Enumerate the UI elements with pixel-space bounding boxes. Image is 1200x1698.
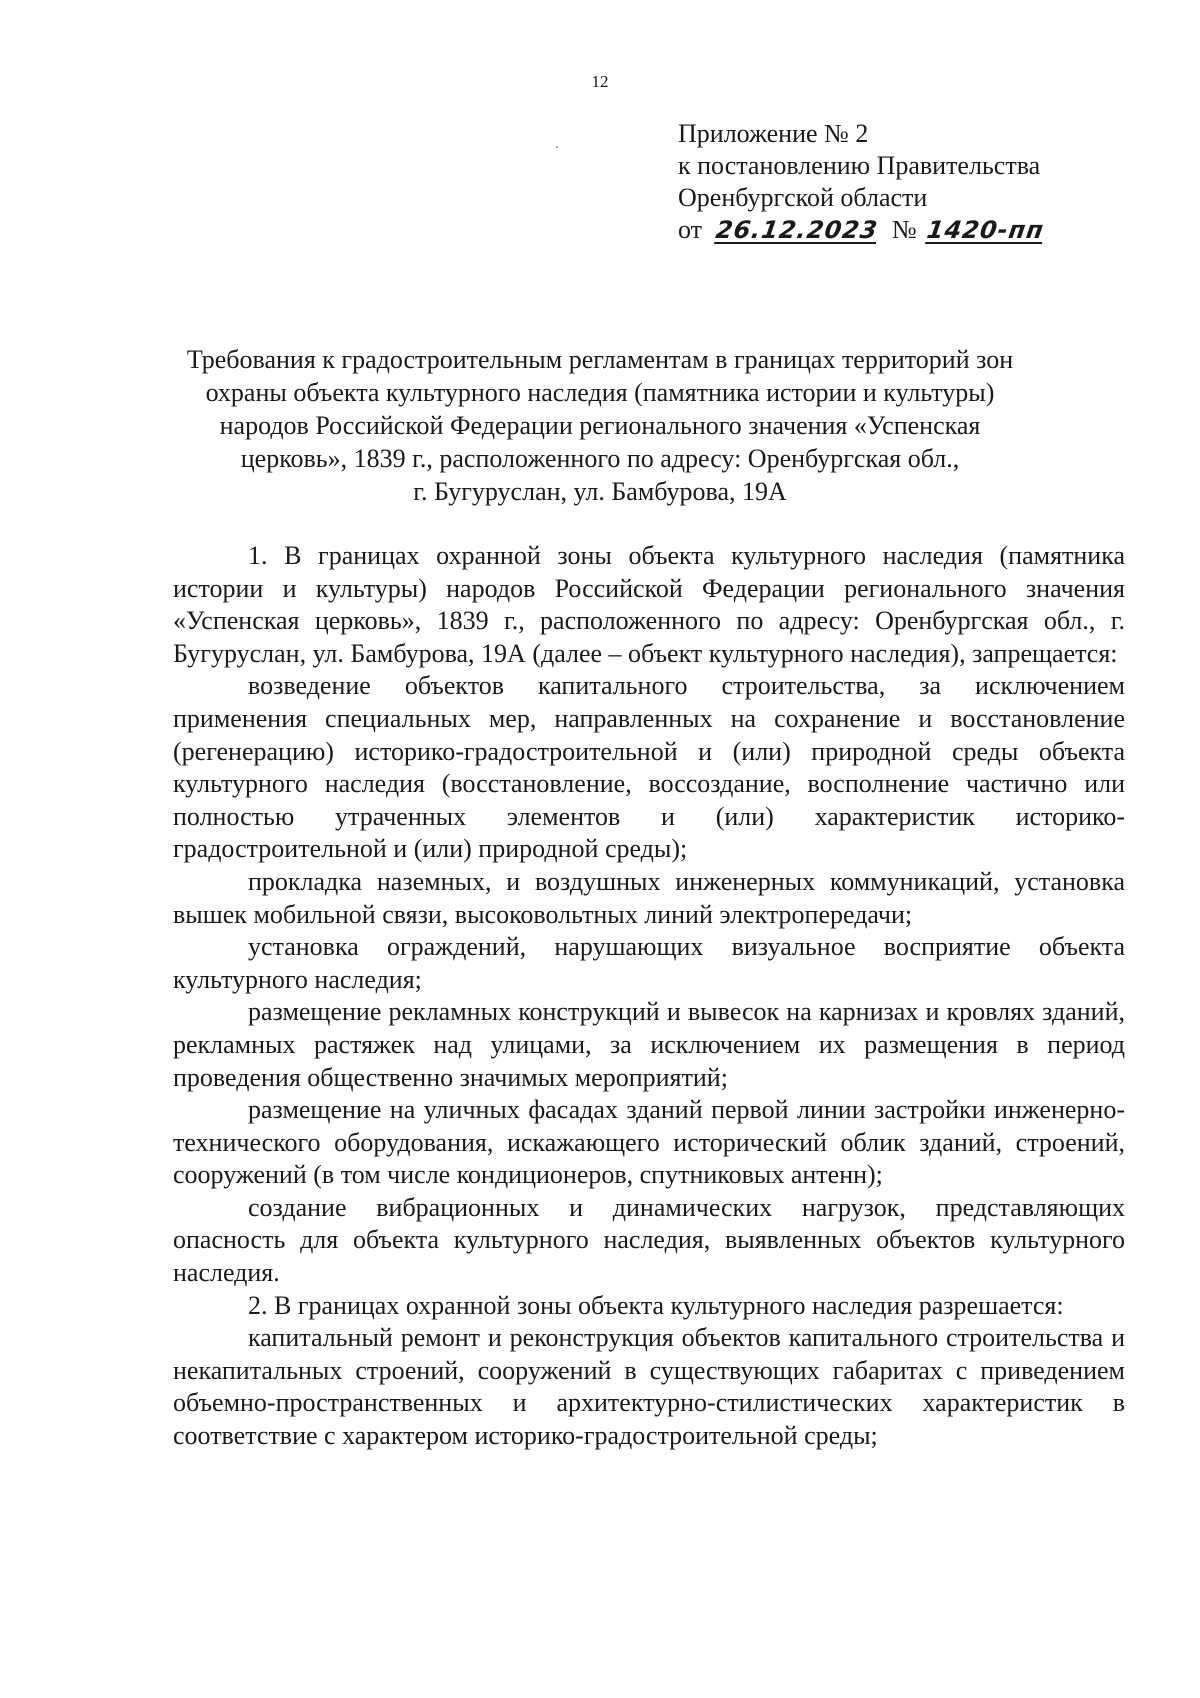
list-item: размещение рекламных конструкций и вывесок на карнизах и кровлях зданий, рекламных растяжек над улицами, за исключением их размещения в период проведения общественно значимых мероприятий; [173,997,1125,1092]
handwritten-date: 26.12.2023 [714,216,880,244]
scan-speck [556,146,558,148]
number-sign: № [891,215,917,244]
list-item: возведение объектов капитального строительства, за исключением применения специальных мер, направленных на сохранение и восстановление (регенерацию) историко-градостроительной и (или) природной среды объекта культурного наследия (восстановление, воссоздание, восполнение частично или полностью утраченных элементов и (или) характеристик историко-градостроительной и (или) природной среды); [173,671,1125,864]
list-item: установка ограждений, нарушающих визуальное восприятие объекта культурного наследия; [173,932,1125,994]
appendix-header [678,118,1048,246]
paragraph-1-prohibited: 1. В границах охранной зоны объекта культурного наследия (памятника истории и культуры) народов Российской Федерации регионального значения «Успенская церковь», 1839 г., расположенного по адресу: Оренбургская обл., г. Бугуруслан, ул. Бамбурова, 19А (далее – объект культурного наследия), запрещается: [173,541,1125,668]
title-line: церковь», 1839 г., расположенного по адресу: Оренбургская обл., [240,444,960,473]
appendix-date-number-line [678,214,1048,246]
list-item: прокладка наземных, и воздушных инженерных коммуникаций, установка вышек мобильной связи, высоковольтных линий электропередачи; [173,866,1125,929]
document-body [173,540,1125,1453]
title-line: охраны объекта культурного наследия (памятника истории и культуры) [205,378,995,407]
list-item: создание вибрационных и динамических нагрузок, представляющих опасность для объекта культурного наследия, выявленных объектов культурного наследия. [173,1192,1125,1288]
page-number: 12 [591,72,609,91]
appendix-region-line: Оренбургской области [678,183,928,212]
title-line: Требования к градостроительным регламентам в границах территорий зон [186,345,1014,374]
list-item: капитальный ремонт и реконструкция объектов капитального строительства и некапитальных строений, сооружений в существующих габаритах с приведением объемно-пространственных и архитектурно-стилистических характеристик в соответствие с характером историко-градостроительной среды; [173,1323,1125,1451]
title-line: г. Бугуруслан, ул. Бамбурова, 19А [413,477,787,506]
title-line: народов Российской Федерации регионального значения «Успенская [219,411,981,440]
document-title [160,343,1040,508]
appendix-title: Приложение № 2 [678,119,869,148]
handwritten-number: 1420-пп [924,216,1046,244]
list-item: размещение на уличных фасадах зданий первой линии застройки инженерно-технического оборудования, искажающего исторический облик зданий, строений, сооружений (в том числе кондиционеров, спутниковых антенн); [173,1095,1125,1190]
date-prefix: от [678,215,703,244]
appendix-resolution-line: к постановлению Правительства [678,151,1041,180]
paragraph-2-permitted: 2. В границах охранной зоны объекта культурного наследия разрешается: [248,1290,1064,1320]
